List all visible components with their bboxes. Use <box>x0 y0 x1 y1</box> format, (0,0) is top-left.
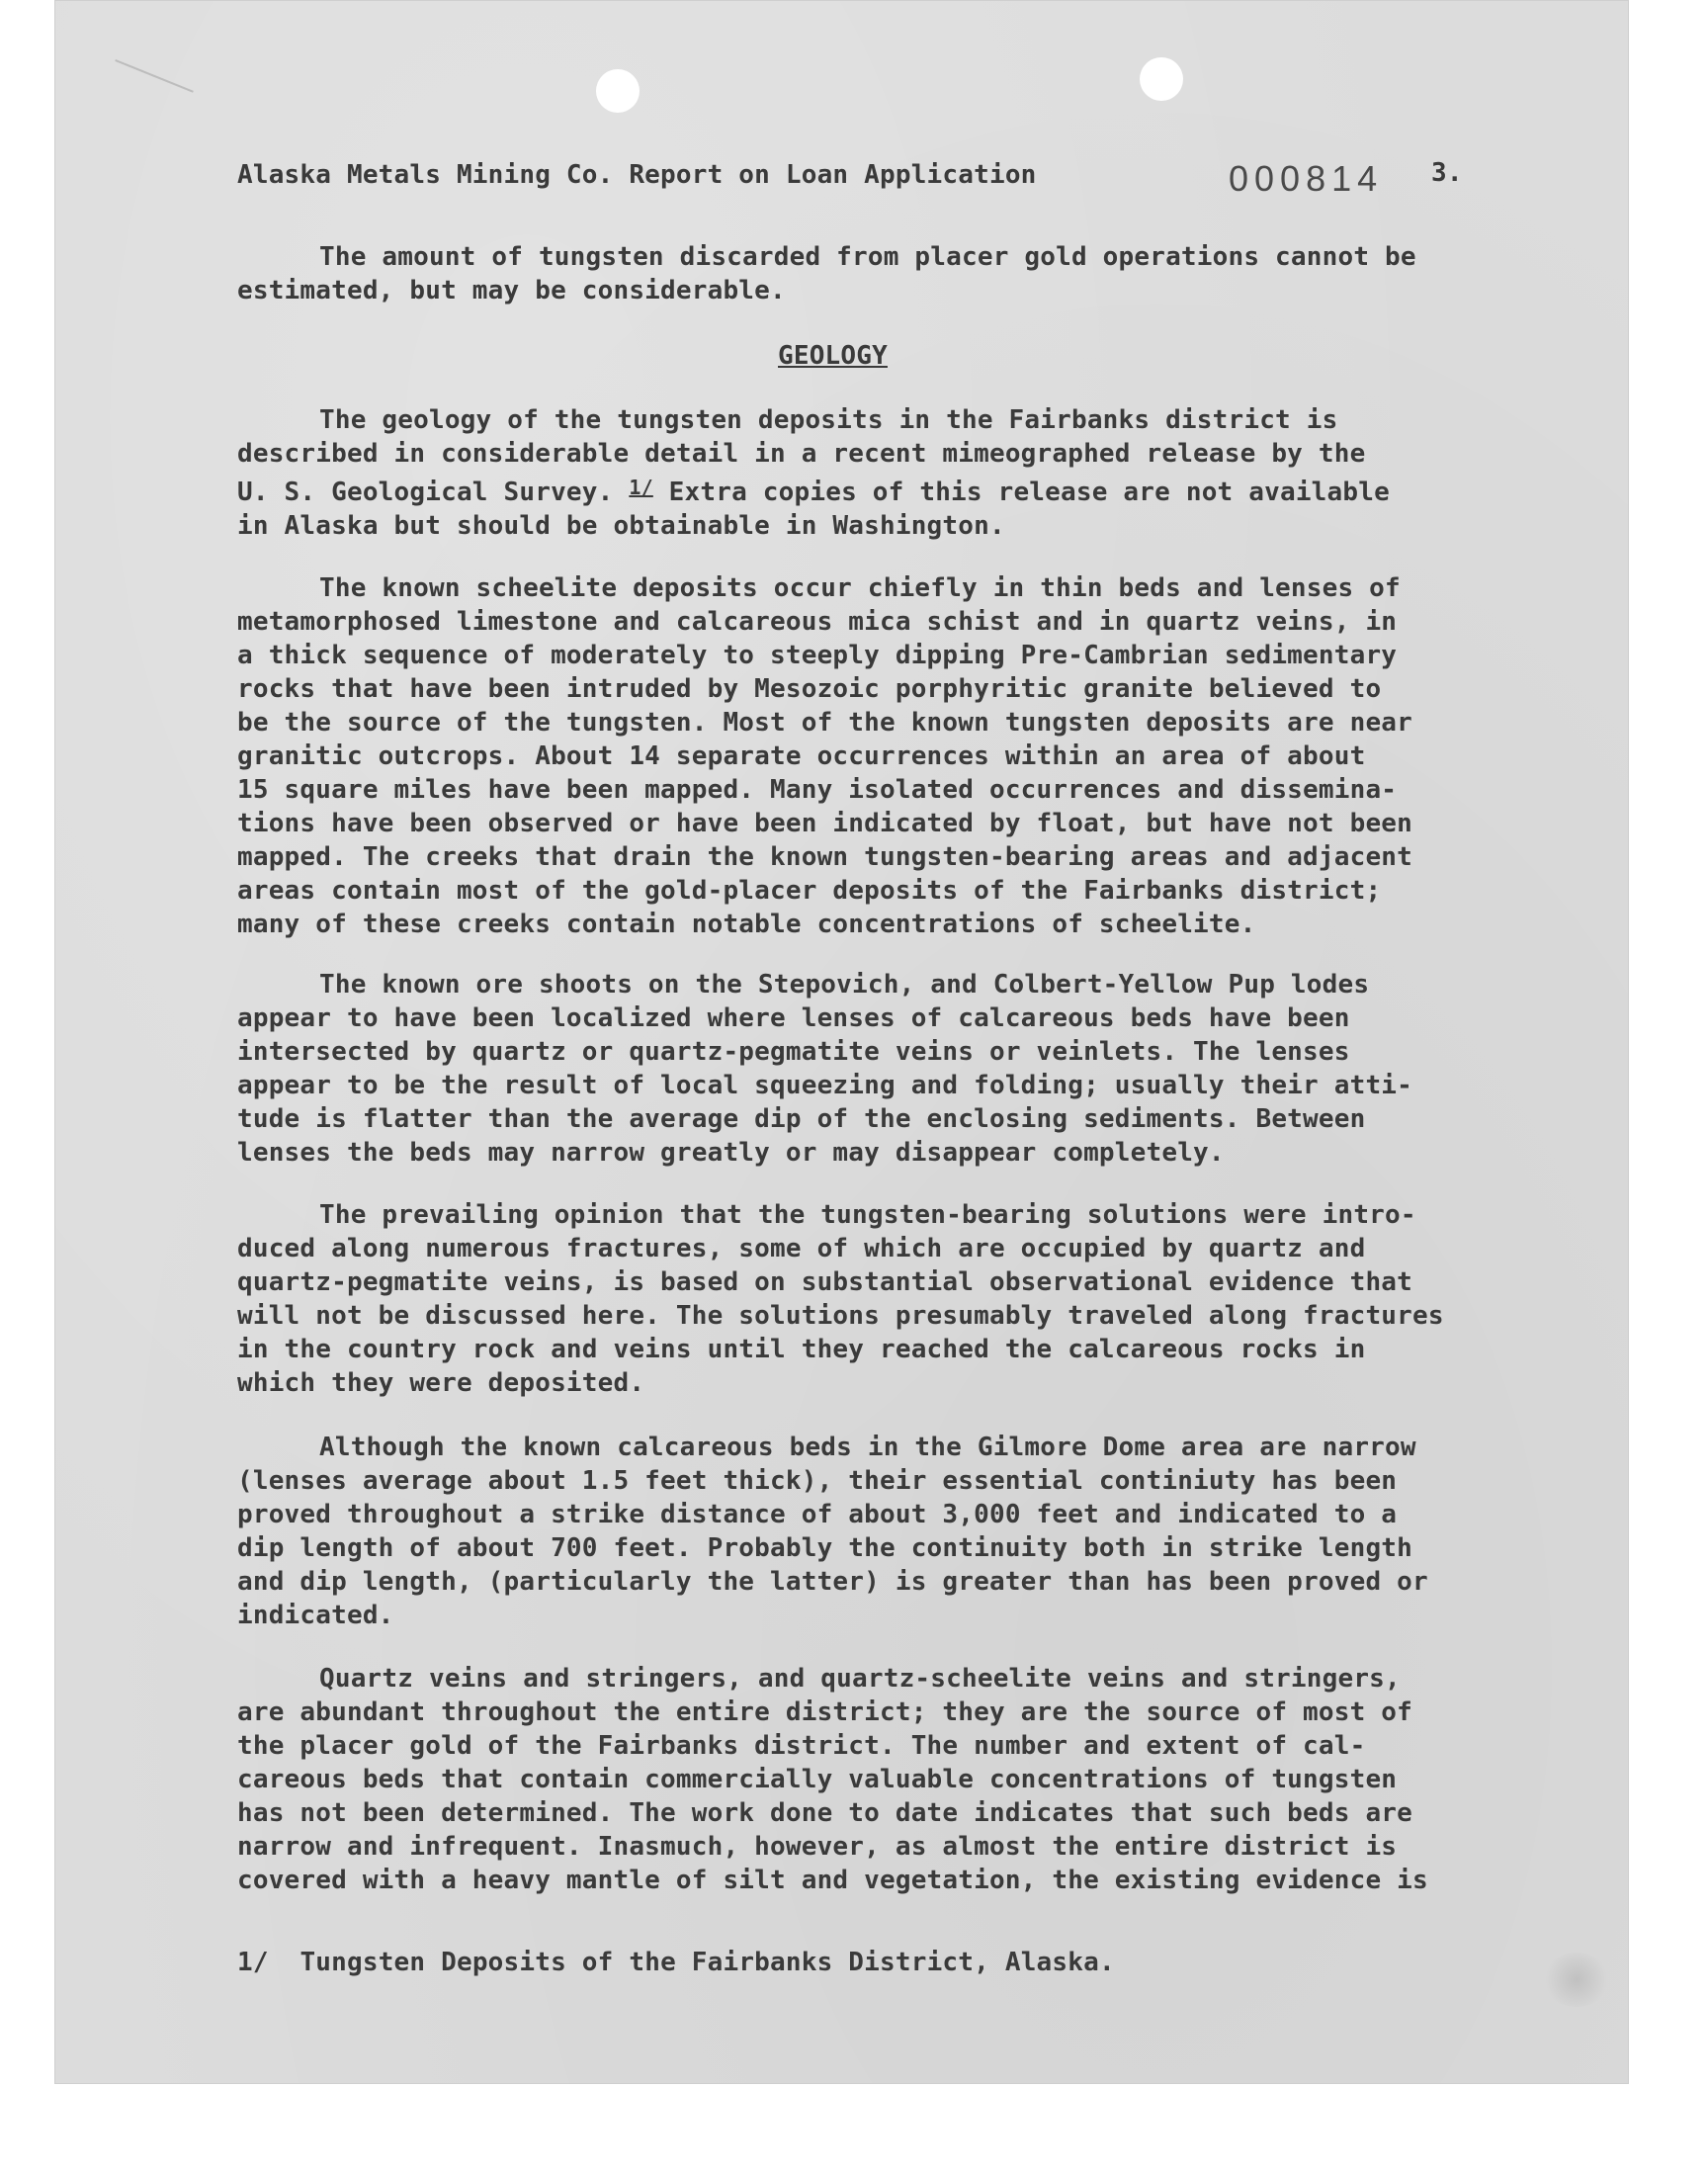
page-corner-mark <box>93 59 194 147</box>
paragraph-ore-shoots <box>237 968 1412 1170</box>
text-line: metamorphosed limestone and calcareous mica schist and in quartz veins, in <box>237 607 1398 637</box>
text-line: 15 square miles have been mapped. Many isolated occurrences and dissemina- <box>237 775 1398 805</box>
page-smudge <box>1542 1953 1611 2007</box>
text-line: in the country rock and veins until they reached the calcareous rocks in <box>237 1335 1366 1364</box>
text-line: in Alaska but should be obtainable in Washington. <box>237 511 1005 541</box>
text-line: careous beds that contain commercially valuable concentrations of tungsten <box>237 1765 1398 1794</box>
footnote-text: Tungsten Deposits of the Fairbanks District, Alaska. <box>299 1948 1115 1977</box>
text-line: mapped. The creeks that drain the known tungsten-bearing areas and adjacent <box>237 842 1412 872</box>
intro-paragraph <box>237 240 1416 307</box>
page-number: 3. <box>1431 158 1463 188</box>
footnote-reference: 1/ <box>629 476 653 499</box>
footnote-marker: 1/ <box>237 1948 269 1977</box>
punch-hole-right <box>1140 57 1183 101</box>
text-line: tions have been observed or have been indicated by float, but have not been <box>237 809 1412 838</box>
text-line: The geology of the tungsten deposits in the Fairbanks district is <box>319 405 1338 435</box>
paragraph-calcareous-beds <box>237 1431 1428 1632</box>
text-line: Quartz veins and stringers, and quartz-scheelite veins and stringers, <box>319 1664 1401 1694</box>
text-line: areas contain most of the gold-placer deposits of the Fairbanks district; <box>237 876 1382 906</box>
paragraph-solutions <box>237 1198 1444 1400</box>
text-line: The amount of tungsten discarded from placer gold operations cannot be <box>319 242 1416 272</box>
text-line: covered with a heavy mantle of silt and vegetation, the existing evidence is <box>237 1866 1428 1895</box>
text-line: be the source of the tungsten. Most of the known tungsten deposits are near <box>237 708 1412 738</box>
text-line <box>237 471 1390 509</box>
text-line: and dip length, (particularly the latter) is greater than has been proved or <box>237 1567 1428 1597</box>
text-line: The known scheelite deposits occur chiefly in thin beds and lenses of <box>319 573 1401 603</box>
footnote <box>237 1946 1115 1979</box>
text-line: lenses the beds may narrow greatly or may disappear completely. <box>237 1138 1225 1168</box>
text-line: appear to have been localized where lenses of calcareous beds have been <box>237 1003 1350 1033</box>
text-line: described in considerable detail in a recent mimeographed release by the <box>237 439 1366 469</box>
text-line: proved throughout a strike distance of about 3,000 feet and indicated to a <box>237 1500 1398 1529</box>
text-line: tude is flatter than the average dip of the enclosing sediments. Between <box>237 1104 1366 1134</box>
section-heading: GEOLOGY <box>778 341 888 371</box>
text-line: granitic outcrops. About 14 separate occurrences within an area of about <box>237 741 1366 771</box>
paragraph-scheelite-deposits <box>237 571 1412 941</box>
document-number: 000814 <box>1229 158 1384 199</box>
text-line: has not been determined. The work done to date indicates that such beds are <box>237 1798 1412 1828</box>
text-line: rocks that have been intruded by Mesozoic porphyritic granite believed to <box>237 674 1382 704</box>
text-line: Although the known calcareous beds in the Gilmore Dome area are narrow <box>319 1433 1416 1462</box>
paragraph-quartz-veins <box>237 1662 1428 1897</box>
paragraph-geology-overview <box>237 403 1390 543</box>
text-line: The known ore shoots on the Stepovich, and Colbert-Yellow Pup lodes <box>319 970 1370 1000</box>
text-segment: U. S. Geological Survey. <box>237 478 630 507</box>
text-line: many of these creeks contain notable concentrations of scheelite. <box>237 910 1256 939</box>
text-line: indicated. <box>237 1601 394 1630</box>
text-line: a thick sequence of moderately to steeply dipping Pre-Cambrian sedimentary <box>237 641 1398 670</box>
text-line: narrow and infrequent. Inasmuch, however, as almost the entire district is <box>237 1832 1398 1862</box>
text-line: estimated, but may be considerable. <box>237 276 786 305</box>
text-line: are abundant throughout the entire district; they are the source of most of <box>237 1697 1412 1727</box>
text-line: duced along numerous fractures, some of which are occupied by quartz and <box>237 1234 1366 1263</box>
punch-hole-left <box>596 69 640 113</box>
text-line: quartz-pegmatite veins, is based on substantial observational evidence that <box>237 1267 1412 1297</box>
text-line: appear to be the result of local squeezing and folding; usually their atti- <box>237 1071 1412 1100</box>
report-title: Alaska Metals Mining Co. Report on Loan Application <box>237 160 1037 190</box>
text-line: the placer gold of the Fairbanks district. The number and extent of cal- <box>237 1731 1366 1761</box>
text-line: (lenses average about 1.5 feet thick), their essential continiuty has been <box>237 1466 1398 1496</box>
footnote-line <box>237 1946 1115 1979</box>
text-line: The prevailing opinion that the tungsten-bearing solutions were intro- <box>319 1200 1416 1230</box>
text-segment: Extra copies of this release are not available <box>652 478 1390 507</box>
text-line: which they were deposited. <box>237 1368 645 1398</box>
text-line: will not be discussed here. The solutions presumably traveled along fractures <box>237 1301 1444 1331</box>
text-line: dip length of about 700 feet. Probably the continuity both in strike length <box>237 1533 1412 1563</box>
text-line: intersected by quartz or quartz-pegmatite veins or veinlets. The lenses <box>237 1037 1350 1067</box>
